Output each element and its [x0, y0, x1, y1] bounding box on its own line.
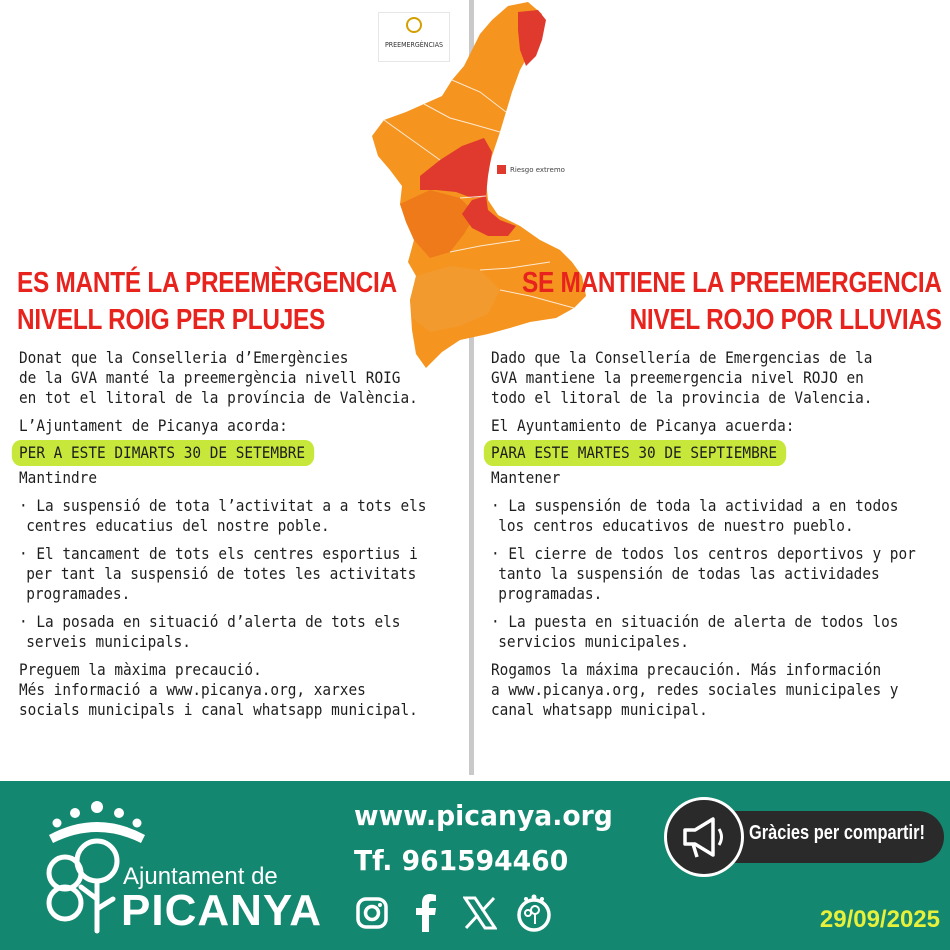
right-intro-line: GVA mantiene la preemergencia nivel ROJO en: [491, 368, 864, 387]
share-banner[interactable]: [664, 797, 946, 885]
share-text: Gràcies per compartir!: [749, 822, 925, 844]
org-name-line2: PICANYA: [121, 886, 322, 935]
right-bullet: · El cierre de todos los centros deportivos y por: [491, 544, 916, 563]
x-icon[interactable]: [460, 893, 500, 933]
left-column: [19, 348, 426, 720]
ajuntament-logo[interactable]: [35, 795, 322, 940]
right-title-line2: NIVEL ROJO POR LLUVIAS: [629, 304, 942, 336]
preemergencias-logo: PREEMERGÈNCIAS: [378, 12, 450, 62]
right-bullet: los centros educativos de nuestro pueblo.: [498, 516, 854, 535]
left-bullet: centres educatius del nostre poble.: [26, 516, 330, 535]
left-agree: L’Ajuntament de Picanya acorda:: [19, 416, 288, 435]
right-keep: Mantener: [491, 468, 561, 487]
right-closing: Rogamos la máxima precaución. Más información: [491, 660, 882, 679]
right-bullet: · La suspensión de toda la actividad a en todos: [491, 496, 899, 515]
instagram-icon[interactable]: [352, 893, 392, 933]
sun-icon: [406, 17, 422, 33]
left-bullet: · El tancament de tots els centres esportius i: [19, 544, 418, 563]
website-link[interactable]: www.picanya.org: [354, 799, 613, 832]
left-closing: Més informació a www.picanya.org, xarxes: [19, 680, 366, 699]
megaphone-icon: [664, 797, 744, 877]
legend-swatch-red: [497, 165, 506, 174]
right-bullet: · La puesta en situación de alerta de todos los: [491, 612, 899, 631]
left-closing: socials municipals i canal whatsapp municipal.: [19, 700, 418, 719]
left-bullet: · La suspensió de tota l’activitat a a tots els: [19, 496, 427, 515]
left-intro-line: de la GVA manté la preemergència nivell ROIG: [19, 368, 401, 387]
right-bullet: programadas.: [498, 584, 603, 603]
right-intro-line: Dado que la Consellería de Emergencias de la: [491, 348, 873, 367]
right-column: [491, 348, 916, 720]
left-bullet: serveis municipals.: [26, 632, 191, 651]
right-title: [522, 265, 942, 339]
left-title-line2: NIVELL ROIG PER PLUJES: [17, 304, 326, 336]
right-agree: El Ayuntamiento de Picanya acuerda:: [491, 416, 795, 435]
right-highlight-date: PARA ESTE MARTES 30 DE SEPTIEMBRE: [484, 440, 786, 466]
left-title: [17, 265, 397, 339]
legend-label: Riesgo extremo: [510, 165, 565, 174]
right-bullet: tanto la suspensión de todas las actividades: [498, 564, 880, 583]
left-bullet: programades.: [26, 584, 131, 603]
left-bullet: per tant la suspensió de totes les activitats: [26, 564, 417, 583]
footer-bar: [0, 781, 950, 950]
left-keep: Mantindre: [19, 468, 98, 487]
org-name-line1: Ajuntament de: [123, 863, 278, 890]
left-title-line1: ES MANTÉ LA PREEMÈRGENCIA: [17, 267, 397, 299]
phone-number[interactable]: Tf. 961594460: [354, 844, 569, 877]
municipal-app-icon[interactable]: [514, 893, 554, 933]
left-highlight-date: PER A ESTE DIMARTS 30 DE SETEMBRE: [12, 440, 314, 466]
facebook-icon[interactable]: [406, 893, 446, 933]
publication-date: 29/09/2025: [819, 906, 940, 933]
right-intro-line: todo el litoral de la provincia de Valencia.: [491, 388, 873, 407]
social-icons: [352, 893, 554, 933]
left-intro-line: Donat que la Conselleria d’Emergències: [19, 348, 349, 367]
right-title-line1: SE MANTIENE LA PREEMERGENCIA: [522, 267, 942, 299]
map-legend: [497, 165, 565, 174]
left-intro-line: en tot el litoral de la província de València.: [19, 388, 418, 407]
right-bullet: servicios municipales.: [498, 632, 689, 651]
left-closing: Preguem la màxima precaució.: [19, 660, 262, 679]
right-closing: canal whatsapp municipal.: [491, 700, 708, 719]
right-closing: a www.picanya.org, redes sociales municipales y: [491, 680, 899, 699]
left-bullet: · La posada en situació d’alerta de tots els: [19, 612, 401, 631]
